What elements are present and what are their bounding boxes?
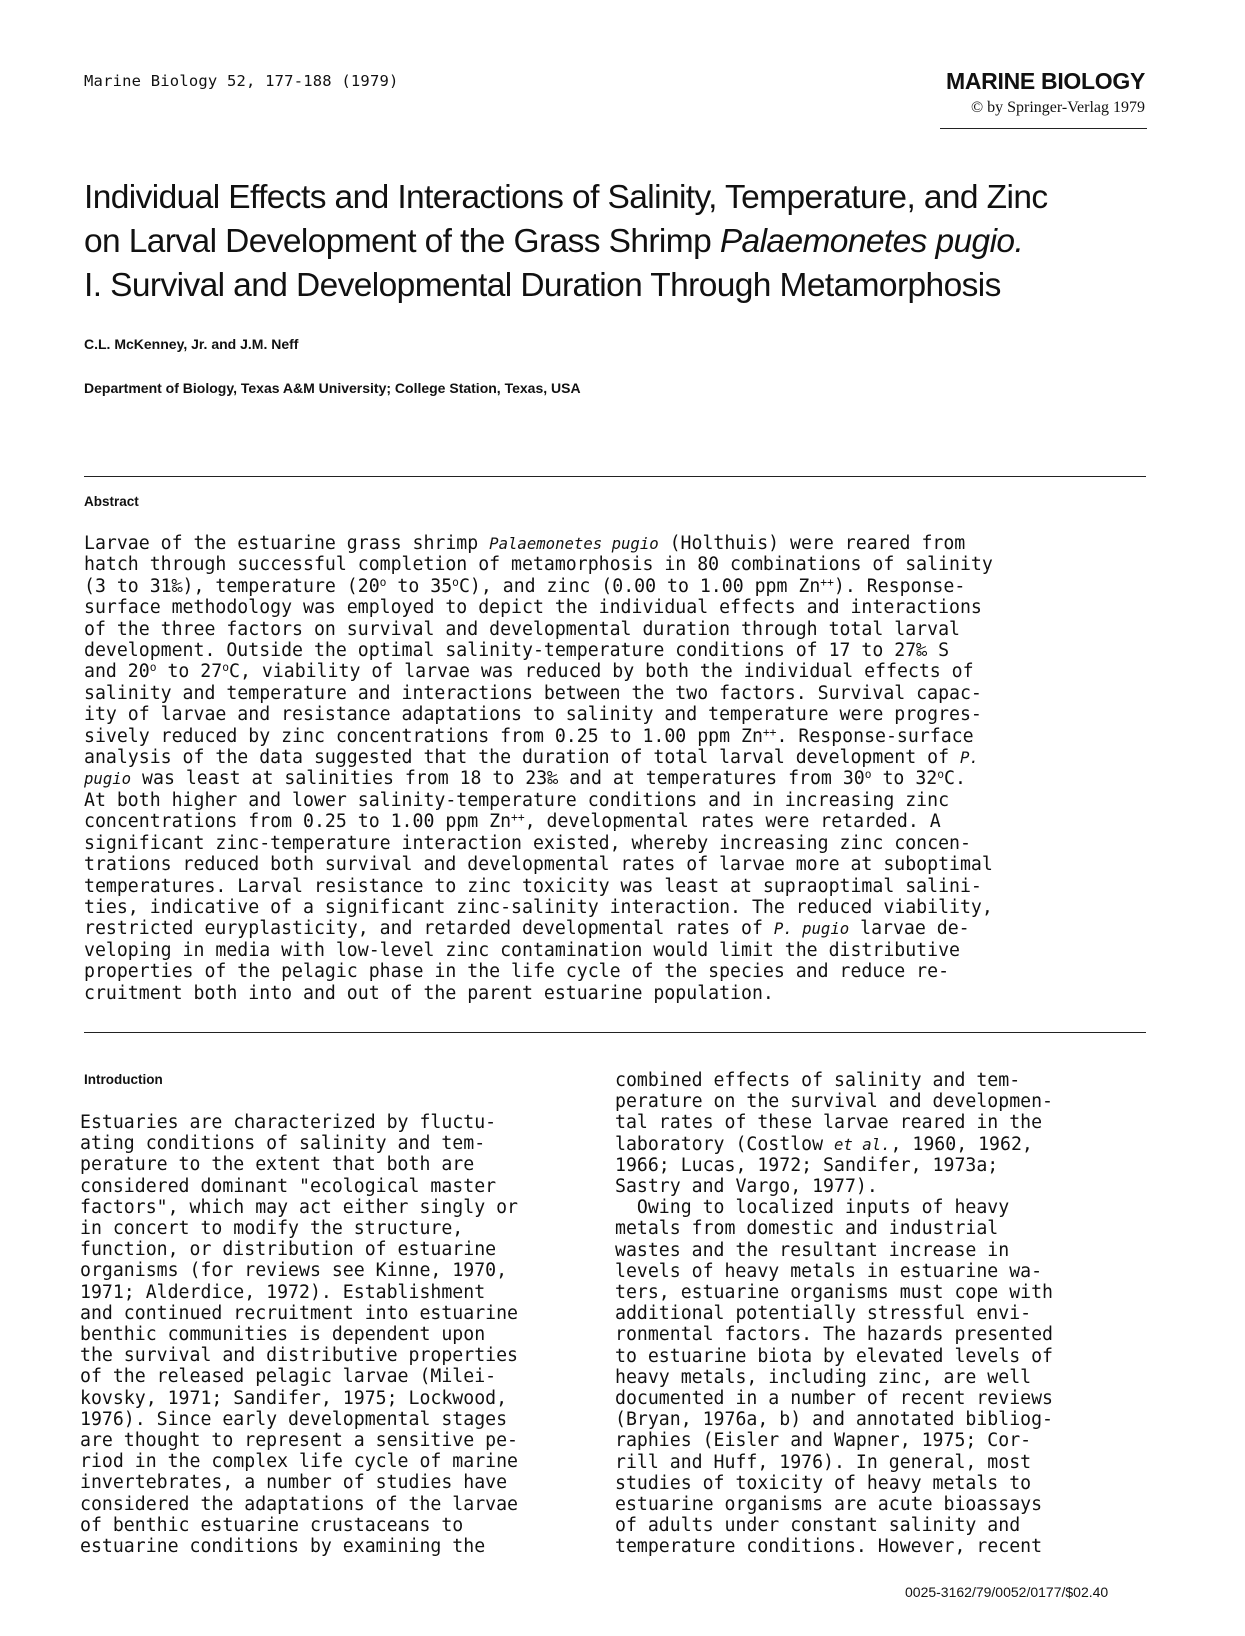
body-line: estuarine organisms are acute bioassays — [615, 1494, 1043, 1516]
abstract-line: restricted euryplasticity, and retarded developmental rates of P. pugio larvae de- — [84, 918, 970, 940]
body-line: perature on the survival and developmen- — [615, 1091, 1053, 1113]
body-line: ters, estuarine organisms must cope with — [615, 1282, 1053, 1304]
body-line: ating conditions of salinity and tem- — [80, 1133, 486, 1155]
abstract-line: (3 to 31‰), temperature (20$^o$ to 35$^o$C), and zinc (0.00 to 1.00 ppm Zn++). Response- — [84, 575, 966, 597]
introduction-column-right — [615, 1070, 1145, 1558]
introduction-column-left — [80, 1112, 600, 1557]
abstract-line: salinity and temperature and interactions between the two factors. Survival capac- — [84, 682, 982, 704]
body-line: and continued recruitment into estuarine — [80, 1302, 518, 1324]
body-line: 1976). Since early developmental stages — [80, 1408, 508, 1430]
body-line: studies of toxicity of heavy metals to — [615, 1472, 1032, 1494]
body-line: of benthic estuarine crustaceans to — [80, 1514, 464, 1536]
abstract-line: analysis of the data suggested that the duration of total larval development of P. — [84, 747, 979, 769]
body-line: riod in the complex life cycle of marine — [80, 1451, 518, 1473]
section-rule-top — [84, 476, 1146, 477]
species-name: Palaemonetes pugio. — [719, 223, 1024, 260]
body-line: organisms (for reviews see Kinne, 1970, — [80, 1260, 508, 1282]
abstract-line: Larvae of the estuarine grass shrimp Palaemonetes pugio (Holthuis) were reared from — [84, 533, 966, 554]
abstract-line: and 20$^o$ to 27$^o$C, viability of larvae was reduced by both the individual effects of — [84, 661, 974, 683]
body-line: 1966; Lucas, 1972; Sandifer, 1973a; — [615, 1154, 999, 1176]
body-line: wastes and the resultant increase in — [615, 1239, 1010, 1261]
body-line: heavy metals, including zinc, are well — [615, 1366, 1032, 1388]
body-line: kovsky, 1971; Sandifer, 1975; Lockwood, — [80, 1387, 508, 1409]
body-line: function, or distribution of estuarine — [80, 1239, 497, 1261]
body-line: levels of heavy metals in estuarine wa- — [615, 1260, 1043, 1282]
section-rule-bottom — [84, 1032, 1146, 1033]
et-al: et al. — [834, 1134, 891, 1154]
species-name: pugio — [84, 769, 132, 789]
body-line: tal rates of these larvae reared in the — [615, 1112, 1043, 1134]
abstract-line: At both higher and lower salinity-temperature conditions and in increasing zinc — [84, 789, 950, 811]
abstract-line: cruitment both into and out of the parent estuarine population. — [84, 982, 774, 1004]
abstract-line: of the three factors on survival and developmental duration through total larval — [84, 618, 960, 640]
abstract-line: temperatures. Larval resistance to zinc toxicity was least at supraoptimal salini- — [84, 875, 982, 897]
abstract-heading: Abstract — [84, 494, 139, 509]
body-line: Estuaries are characterized by fluctu- — [80, 1112, 497, 1133]
title-text: on Larval Development of the Grass Shrimp — [84, 223, 720, 260]
body-line: benthic communities is dependent upon — [80, 1324, 486, 1346]
abstract-line: sively reduced by zinc concentrations from 0.25 to 1.00 ppm Zn++. Response-surface — [84, 725, 974, 747]
body-line: documented in a number of recent reviews — [615, 1388, 1053, 1410]
abstract-line: properties of the pelagic phase in the life cycle of the species and reduce re- — [84, 961, 950, 983]
title-line — [84, 220, 1164, 264]
body-line: estuarine conditions by examining the — [80, 1536, 486, 1558]
publisher-copyright: © by Springer-Verlag 1979 — [970, 99, 1145, 116]
species-name: P. — [959, 748, 979, 768]
body-line: additional potentially stressful envi- — [615, 1303, 1032, 1325]
body-line: perature to the extent that both are — [80, 1154, 475, 1176]
abstract-line: trations reduced both survival and developmental rates of larvae more at suboptimal — [84, 854, 993, 876]
body-line: ronmental factors. The hazards presented — [615, 1324, 1053, 1346]
journal-masthead — [930, 68, 1145, 117]
body-line: raphies (Eisler and Wapner, 1975; Cor- — [615, 1430, 1032, 1452]
abstract-line: significant zinc-temperature interaction existed, whereby increasing zinc concen- — [84, 832, 971, 854]
body-line: considered dominant "ecological master — [80, 1175, 497, 1197]
abstract-line: ity of larvae and resistance adaptations to salinity and temperature were progres- — [84, 704, 982, 726]
abstract-line: concentrations from 0.25 to 1.00 ppm Zn++, developmental rates were retarded. A — [84, 811, 941, 833]
body-line: of the released pelagic larvae (Milei- — [80, 1366, 497, 1388]
title-line: Individual Effects and Interactions of Salinity, Temperature, and Zinc — [84, 179, 1048, 216]
body-line: (Bryan, 1976a, b) and annotated bibliog- — [615, 1409, 1053, 1431]
body-line: temperature conditions. However, recent — [615, 1536, 1043, 1558]
abstract-line: hatch through successful completion of metamorphosis in 80 combinations of salinity — [84, 554, 993, 576]
body-line: combined effects of salinity and tem- — [615, 1070, 1021, 1091]
body-line: invertebrates, a number of studies have — [80, 1472, 508, 1494]
body-line: considered the adaptations of the larvae — [80, 1493, 518, 1515]
body-line: metals from domestic and industrial — [615, 1218, 999, 1240]
species-name: P. pugio — [773, 919, 850, 939]
introduction-heading: Introduction — [84, 1072, 163, 1087]
body-line: Sastry and Vargo, 1977). — [615, 1176, 878, 1198]
abstract-line: surface methodology was employed to depict the individual effects and interactions — [84, 597, 982, 619]
body-line: rill and Huff, 1976). In general, most — [615, 1451, 1032, 1473]
body-line: laboratory (Costlow et al., 1960, 1962, — [615, 1133, 1033, 1155]
body-line: are thought to represent a sensitive pe- — [80, 1430, 518, 1452]
abstract-line: pugio was least at salinities from 18 to 23‰ and at temperatures from 30$^o$ to 32$^o$C. — [84, 768, 966, 790]
body-line: the survival and distributive properties — [80, 1345, 518, 1367]
species-name: Palaemonetes pugio — [489, 534, 659, 553]
body-line: of adults under constant salinity and — [615, 1515, 1021, 1537]
abstract-line: ties, indicative of a significant zinc-salinity interaction. The reduced viability, — [84, 896, 993, 918]
journal-citation: Marine Biology 52, 177-188 (1979) — [84, 72, 399, 90]
body-line: 1971; Alderdice, 1972). Establishment — [80, 1281, 486, 1303]
masthead-rule — [940, 128, 1147, 129]
abstract-line: veloping in media with low-level zinc contamination would limit the distributive — [84, 939, 960, 961]
body-line: Owing to localized inputs of heavy — [615, 1197, 1010, 1219]
title-line: I. Survival and Developmental Duration Through Metamorphosis — [84, 267, 1001, 304]
affiliation: Department of Biology, Texas A&M University; College Station, Texas, USA — [84, 380, 581, 396]
authors: C.L. McKenney, Jr. and J.M. Neff — [84, 336, 299, 352]
journal-name: MARINE BIOLOGY — [946, 68, 1145, 94]
body-line: factors", which may act either singly or — [80, 1196, 518, 1218]
body-line: in concert to modify the structure, — [80, 1218, 464, 1240]
article-title — [84, 176, 1164, 308]
issn-code: 0025-3162/79/0052/0177/$02.40 — [905, 1584, 1109, 1600]
abstract-line: development. Outside the optimal salinity-temperature conditions of 17 to 27‰ S — [84, 640, 950, 662]
body-line: to estuarine biota by elevated levels of — [615, 1345, 1053, 1367]
abstract-body — [84, 533, 1159, 1004]
